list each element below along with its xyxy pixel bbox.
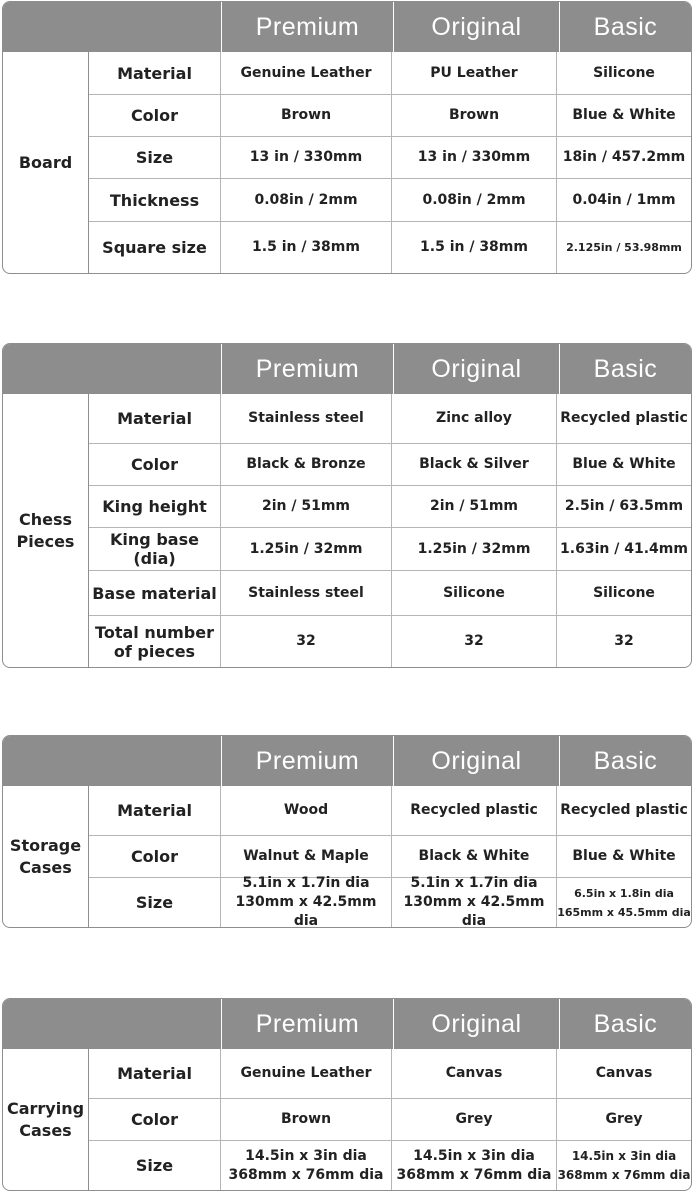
cell-basic (557, 1141, 691, 1190)
pieces-table (2, 343, 692, 668)
table-row (89, 52, 691, 95)
cell-original: 2in / 51mm (392, 486, 557, 527)
table-row (89, 875, 691, 928)
group-label (3, 1049, 89, 1190)
cell-line2: 130mm x 42.5mm dia (235, 894, 377, 928)
group-label-line1: Carrying (6, 1098, 85, 1118)
row-label: Size (89, 878, 221, 927)
header-premium: Premium (222, 344, 394, 394)
cell-original: Canvas (392, 1049, 557, 1098)
cell-premium: Genuine Leather (221, 52, 392, 94)
cell-basic: Silicone (593, 64, 655, 81)
cell-premium: Brown (221, 1099, 392, 1140)
cell-line1: 5.1in x 1.7in dia (242, 875, 370, 891)
group-label-line2: Cases (19, 857, 72, 877)
cell-line2: 368mm x 76mm dia (557, 1167, 691, 1182)
header-basic: Basic (593, 354, 658, 383)
table-row (89, 836, 691, 878)
header-original: Original (394, 2, 560, 52)
cell-premium: Wood (221, 786, 392, 835)
cell-basic: Silicone (593, 584, 655, 601)
cell-premium: Walnut & Maple (221, 836, 392, 877)
cell-original: Recycled plastic (392, 786, 557, 835)
header-premium: Premium (222, 999, 394, 1049)
cell-basic: 18in / 457.2mm (562, 149, 686, 165)
table-row (89, 222, 691, 273)
header-basic: Basic (593, 1009, 658, 1038)
header-original: Original (394, 999, 560, 1049)
cell-line1: 14.5in x 3in dia (413, 1147, 535, 1164)
cell-basic: 2.5in / 63.5mm (564, 498, 684, 514)
cell-premium (221, 1141, 392, 1190)
table-row (89, 528, 691, 571)
cell-original: 1.25in / 32mm (392, 528, 557, 570)
header-original: Original (394, 736, 560, 786)
cell-original: Brown (392, 95, 557, 136)
cell-premium: 0.08in / 2mm (221, 179, 392, 221)
group-label-line2: Cases (19, 1120, 72, 1140)
cell-original: Black & White (392, 836, 557, 877)
cell-premium: Genuine Leather (221, 1049, 392, 1098)
cell-original (392, 1141, 557, 1190)
cell-line2: 368mm x 76mm dia (228, 1166, 384, 1183)
cell-line2: 165mm x 45.5mm dia (557, 905, 691, 919)
cell-premium (221, 875, 392, 928)
row-label: Color (89, 1099, 221, 1140)
table-header (3, 736, 691, 786)
row-label: Size (89, 137, 221, 178)
group-label: Board (3, 52, 89, 273)
cell-basic: Recycled plastic (560, 802, 688, 818)
cell-basic: Blue & White (572, 848, 676, 864)
cell-original: Silicone (392, 571, 557, 615)
row-label: Color (89, 836, 221, 877)
header-original: Original (394, 344, 560, 394)
cell-premium: 13 in / 330mm (221, 137, 392, 178)
row-label: Base material (89, 571, 221, 615)
cell-original: Grey (392, 1099, 557, 1140)
cell-line1: 14.5in x 3in dia (571, 1148, 677, 1163)
cell-original: 1.5 in / 38mm (392, 222, 557, 273)
header-basic: Basic (593, 12, 658, 41)
cell-line2: 130mm x 42.5mm dia (403, 894, 545, 928)
cell-premium: Black & Bronze (221, 444, 392, 485)
table-header (3, 999, 691, 1049)
header-blank (3, 999, 222, 1049)
cell-basic: Blue & White (572, 107, 676, 123)
row-label (89, 616, 221, 667)
table-row (89, 1141, 691, 1190)
group-label-line1: Chess (18, 509, 72, 529)
cell-basic: 0.04in / 1mm (572, 191, 676, 208)
cell-premium: 32 (221, 616, 392, 667)
cell-original: Black & Silver (392, 444, 557, 485)
cell-premium: 2in / 51mm (221, 486, 392, 527)
cell-basic: 2.125in / 53.98mm (566, 241, 682, 254)
cell-premium: Stainless steel (221, 394, 392, 443)
table-header (3, 344, 691, 394)
row-label-line2: (dia) (133, 549, 176, 568)
cell-basic: Recycled plastic (560, 410, 688, 426)
cell-basic (557, 878, 691, 927)
table-row (89, 95, 691, 137)
header-premium: Premium (222, 736, 394, 786)
table-row (89, 179, 691, 222)
cell-premium: 1.5 in / 38mm (221, 222, 392, 273)
cell-basic: Canvas (595, 1065, 653, 1081)
group-label (3, 394, 89, 667)
header-blank (3, 2, 222, 52)
storage-table (2, 735, 692, 928)
table-row (89, 616, 691, 667)
row-label: Thickness (89, 179, 221, 221)
row-label (89, 528, 221, 570)
cell-basic: 32 (614, 633, 634, 649)
cell-original: Zinc alloy (392, 394, 557, 443)
cell-basic: 1.63in / 41.4mm (560, 540, 688, 557)
cell-basic: Grey (605, 1111, 643, 1127)
row-label: Square size (89, 222, 221, 273)
cell-original: PU Leather (392, 52, 557, 94)
row-label: Size (89, 1141, 221, 1190)
cell-premium: Brown (221, 95, 392, 136)
cell-premium: Stainless steel (221, 571, 392, 615)
row-label: King height (89, 486, 221, 527)
table-row (89, 571, 691, 616)
table-row (89, 1049, 691, 1099)
header-basic: Basic (593, 746, 658, 775)
row-label: Material (89, 394, 221, 443)
header-blank (3, 344, 222, 394)
cell-original: 0.08in / 2mm (392, 179, 557, 221)
cell-original: 32 (392, 616, 557, 667)
table-row (89, 486, 691, 528)
board-table (2, 1, 692, 274)
header-blank (3, 736, 222, 786)
row-label-line1: Total number (95, 622, 214, 642)
cell-premium: 1.25in / 32mm (221, 528, 392, 570)
cell-basic: Blue & White (572, 456, 676, 472)
table-header (3, 2, 691, 52)
row-label-line2: of pieces (113, 641, 196, 661)
row-label: Color (89, 95, 221, 136)
group-label-line2: Pieces (16, 531, 75, 551)
carrying-table (2, 998, 692, 1191)
table-row (89, 137, 691, 179)
row-label: Color (89, 444, 221, 485)
row-label: Material (89, 52, 221, 94)
group-label (3, 786, 89, 927)
cell-line1: 6.5in x 1.8in dia (574, 886, 674, 900)
group-label-line1: Storage (9, 835, 82, 855)
table-row (89, 786, 691, 836)
cell-line2: 368mm x 76mm dia (396, 1166, 552, 1183)
table-row (89, 1099, 691, 1141)
row-label: Material (89, 786, 221, 835)
row-label: Material (89, 1049, 221, 1098)
cell-original (392, 875, 557, 928)
header-premium: Premium (222, 2, 394, 52)
cell-line1: 14.5in x 3in dia (245, 1147, 367, 1164)
cell-original: 13 in / 330mm (392, 137, 557, 178)
row-label-line1: King base (110, 530, 199, 549)
table-row (89, 394, 691, 444)
cell-line1: 5.1in x 1.7in dia (410, 875, 538, 891)
table-row (89, 444, 691, 486)
